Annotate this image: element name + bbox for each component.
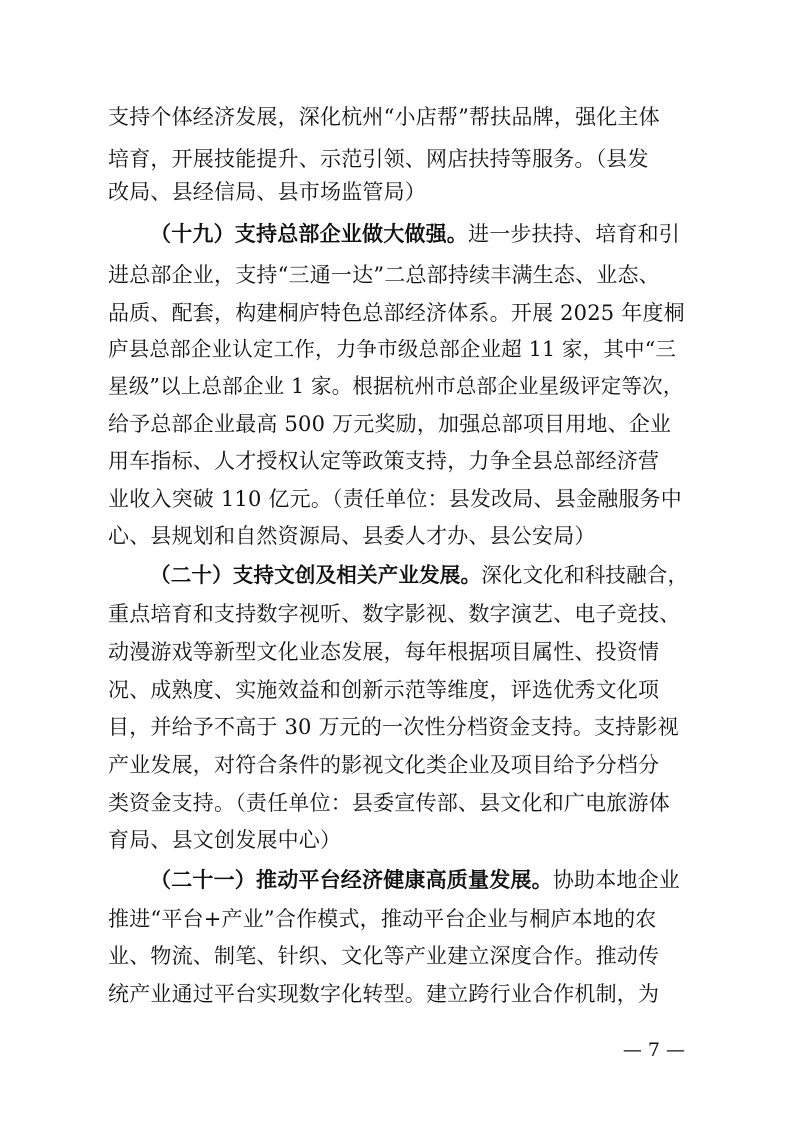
section-21-first-line-text: 协助本地企业 [552,868,681,892]
body-line-7: 庐县总部企业认定工作，力争市级总部企业超 11 家，其中“三 [108,337,677,361]
body-line-19: 类资金支持。（责任单位：县委宣传部、县文化和广电旅游体 [108,791,670,815]
body-line-22: 推进“平台+产业”合作模式，推动平台企业与桐庐本地的农 [108,907,657,931]
section-19-first-line-text: 进一步扶持、培育和引 [468,222,680,246]
body-line-6: 品质、配套，构建桐庐特色总部经济体系。开展 2025 年度桐 [108,301,685,325]
section-21-first-line [150,866,688,894]
section-20-first-line-text: 深化文化和科技融合， [481,563,689,587]
body-line-2: 培育，开展技能提升、示范引领、网店扶持等服务。（县发 [108,147,649,171]
body-line-16: 况、成熟度、实施效益和创新示范等维度，评选优秀文化项 [108,678,660,702]
body-line-23: 业、物流、制笔、针织、文化等产业建立深度合作。推动传 [108,944,660,968]
body-line-5: 进总部企业，支持“三通一达”二总部持续丰满生态、业态、 [108,263,660,287]
section-19-heading: （十九）支持总部企业做大做强。 [150,221,468,246]
body-line-3: 改局、县经信局、县市场监管局） [108,180,426,204]
body-line-24: 统产业通过平台实现数字化转型。建立跨行业合作机制，为 [108,982,660,1006]
body-line-8: 星级”以上总部企业 1 家。根据杭州市总部企业星级评定等次， [108,374,684,398]
body-line-1: 支持个体经济发展，深化杭州“小店帮”帮扶品牌，强化主体 [108,105,660,129]
body-line-18: 产业发展，对符合条件的影视文化类企业及项目给予分档分 [108,753,660,777]
body-line-17: 目，并给予不高于 30 万元的一次性分档资金支持。支持影视 [108,715,679,739]
body-line-12: 心、县规划和自然资源局、县委人才办、县公安局） [108,524,596,548]
body-line-10: 用车指标、人才授权认定等政策支持，力争全县总部经济营 [108,449,660,473]
body-line-14: 重点培育和支持数字视听、数字影视、数字演艺、电子竞技、 [108,602,681,626]
section-20-heading: （二十）支持文创及相关产业发展。 [150,563,482,587]
body-line-20: 育局、县文创发展中心） [108,828,342,852]
body-line-11: 业收入突破 110 亿元。（责任单位：县发改局、县金融服务中 [108,487,682,511]
section-21-heading: （二十一）推动平台经济健康高质量发展。 [150,867,553,892]
body-line-15: 动漫游戏等新型文化业态发展，每年根据项目属性、投资情 [108,640,660,664]
body-line-9: 给予总部企业最高 500 万元奖励，加强总部项目用地、企业 [108,412,672,436]
section-19-first-line [150,220,688,248]
page-number: — 7 — [622,1039,685,1061]
section-20-first-line [150,561,688,589]
